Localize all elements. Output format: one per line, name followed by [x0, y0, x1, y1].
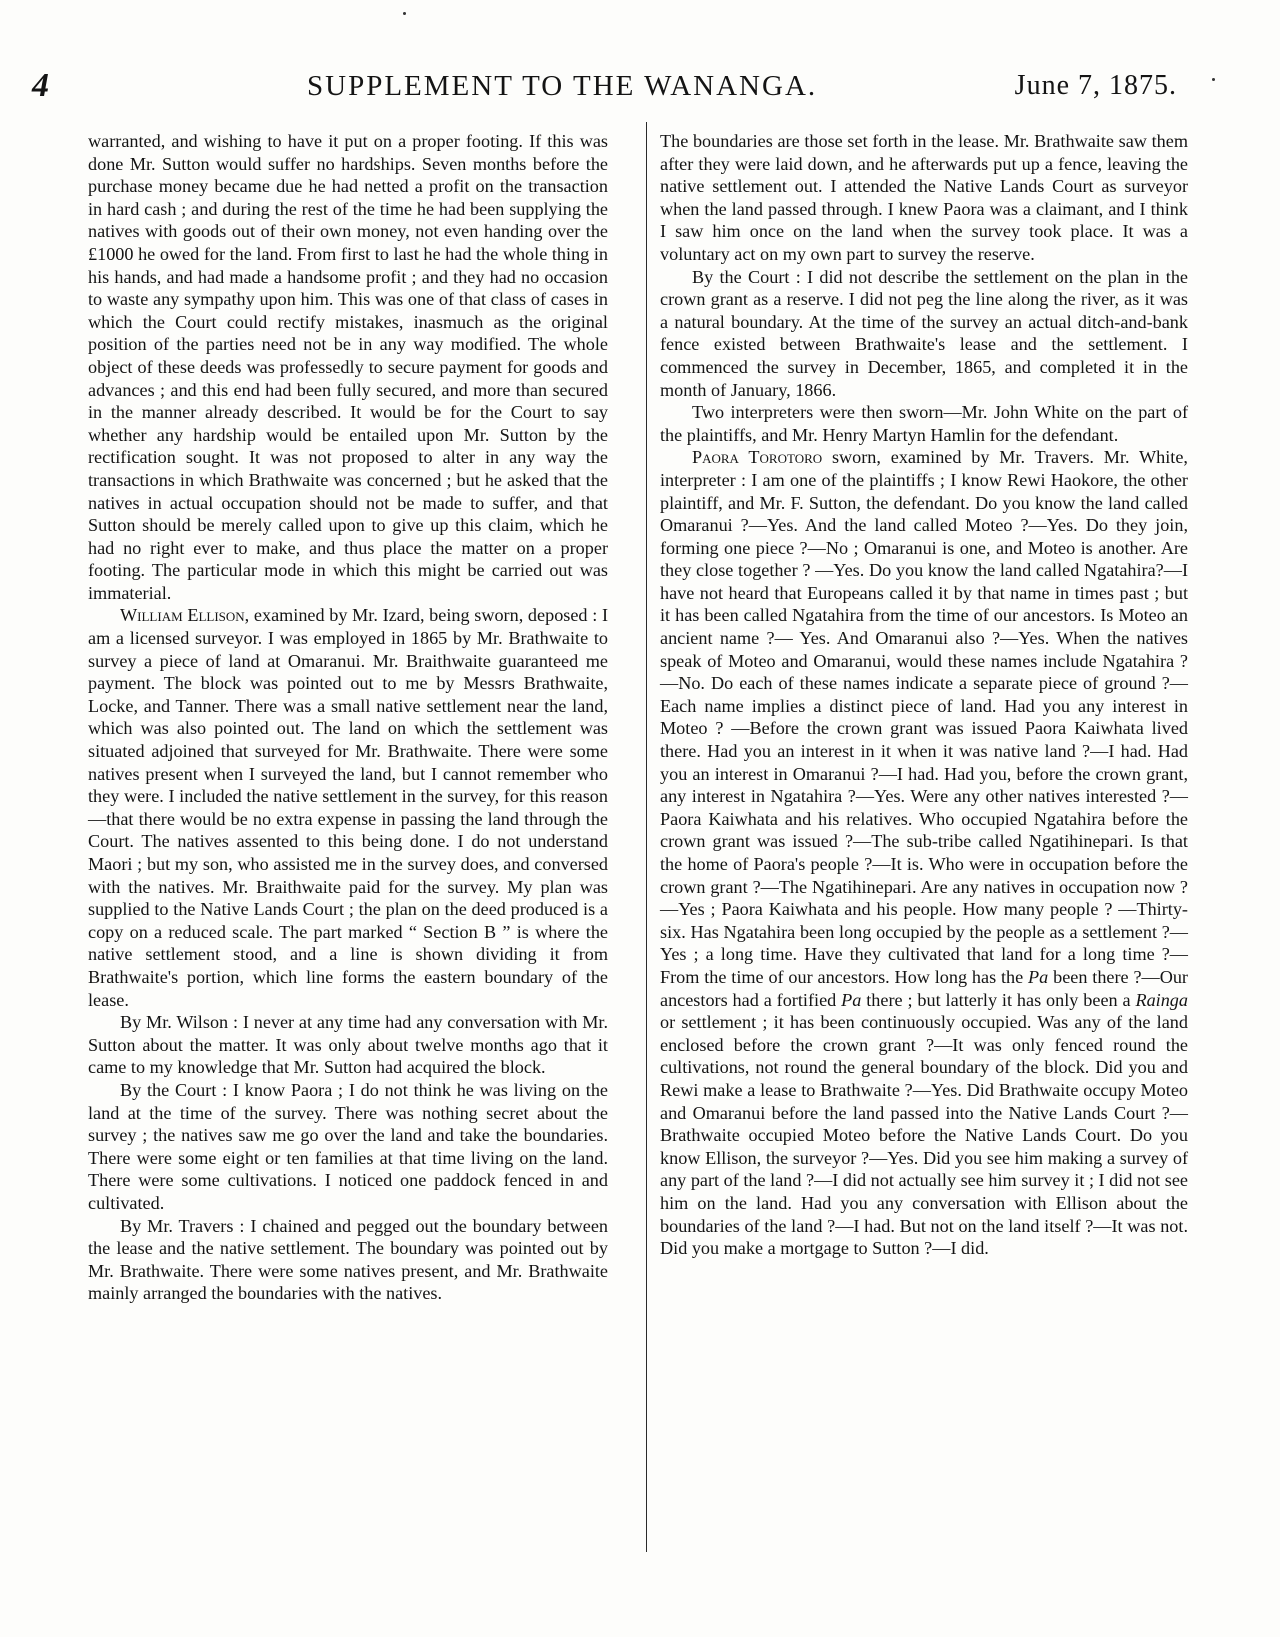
issue-date: June 7, 1875. — [1014, 70, 1177, 101]
maori-term: Pa — [841, 989, 862, 1010]
paragraph-text: , examined by Mr. Izard, being sworn, deposed : I am a licensed surveyor. I was employed in 1865 by Mr. Brathwaite to survey a piece of land at Omaranui. Mr. Braithwaite guaranteed me payment. The block was pointed out to me by Messrs Brathwaite, Locke, and Tanner. There was a small native settlement near the land, which was also pointed out. The land on which the settlement was situated adjoined that surveyed for Mr. Brathwaite. There were some natives present when I surveyed the land, but I cannot remember who they were. I included the native settlement in the survey, for this reason—that there would be no extra expense in passing the land through the Court. The natives assented to this being done. I do not understand Maori ; but my son, who assisted me in the survey does, and conversed with the natives. Mr. Braithwaite paid for the survey. My plan was supplied to the Native Lands Court ; the plan on the deed produced is a copy on a reduced scale. The part marked “ Section B ” is where the native settlement stood, and a line is shown dividing it from Brathwaite's portion, which line forms the eastern boundary of the lease. — [88, 605, 608, 1010]
column-divider — [646, 122, 647, 1552]
paragraph-text: been there ?—Our ancestors had a fortified — [660, 966, 1188, 1010]
paragraph-text: sworn, examined by Mr. Travers. Mr. White, interpreter : I am one of the plaintiffs ; I know Rewi Haokore, the other plaintiff, and Mr. F. Sutton, the defendant. Do you know the land called Omaranui ?—Yes. And the land called Moteo ?—Yes. Do they join, forming one piece ?—No ; Omaranui is one, and Moteo is another. Are they close together ? —Yes. Do you know the land called Ngatahira?—I have not heard that Europeans called it by that name in times past ; but it has been called Ngatahira from the time of our ancestors. Is Moteo an ancient name ?— Yes. And Omaranui also ?—Yes. When the natives speak of Moteo and Omaranui, would these names include Ngatahira ?—No. Do each of these names indicate a separate piece of ground ?—Each name implies a distinct piece of land. Had you any interest in Moteo ? —Before the crown grant was issued Paora Kaiwhata lived there. Had you an interest in it when it was native land ?—I had. Had you an interest in Omaranui ?—I had. Had you, before the crown grant, any interest in Ngatahira ?—Yes. Were any other natives interested ?—Paora Kaiwhata and his relatives. Who occupied Ngatahira before the crown grant was issued ?—The sub-tribe called Ngatihinepari. Is that the home of Paora's people ?—It is. Who were in occupation before the crown grant ?—The Ngatihinepari. Are any natives in occupation now ?—Yes ; Paora Kaiwhata and his people. How many people ? —Thirty-six. Has Ngatahira been long occupied by the people as a settlement ?—Yes ; a long time. Have they cultivated that land for a long time ?—From the time of our ancestors. How long has the — [660, 447, 1188, 987]
paragraph-torotoro-testimony — [660, 446, 1188, 1259]
paragraph: By Mr. Wilson : I never at any time had any conversation with Mr. Sutton about the matter. It was only about twelve months ago that it came to my knowledge that Mr. Sutton had acquired the block. — [88, 1012, 608, 1078]
paragraph-text: or settlement ; it has been continuously occupied. Was any of the land enclosed before the crown grant ?—It was only fenced round the cultivations, not round the general boundary of the block. Did you and Rewi make a lease to Brathwaite ?—Yes. Did Brathwaite occupy Moteo and Omaranui before the land passed into the Native Lands Court ?—Brathwaite occupied Moteo before the Native Lands Court. Do you know Ellison, the surveyor ?—Yes. Did you see him making a survey of any part of the land ?—I did not actually see him survey it ; I did not see him on the land. Had you any conversation with Ellison about the boundaries of the land ?—I had. But not on the land itself ?—It was not. Did you make a mortgage to Sutton ?—I did. — [660, 1012, 1188, 1259]
scan-speck — [403, 12, 406, 15]
witness-name: Paora Torotoro — [692, 447, 823, 468]
maori-term: Rainga — [1135, 989, 1188, 1010]
right-column — [660, 130, 1188, 1260]
paragraph: By Mr. Travers : I chained and pegged out the boundary between the lease and the native settlement. The boundary was pointed out by Mr. Brathwaite. There were some natives present, and Mr. Brathwaite mainly arranged the boundaries with the natives. — [88, 1215, 608, 1304]
paragraph: By the Court : I know Paora ; I do not think he was living on the land at the time of the survey. There was nothing secret about the survey ; the natives saw me go over the land and take the boundaries. There were some eight or ten families at that time living on the land. There were some cultivations. I noticed one paddock fenced in and cultivated. — [88, 1079, 608, 1213]
masthead-title: SUPPLEMENT TO THE WANANGA. — [307, 70, 818, 102]
witness-name: William Ellison — [120, 605, 245, 626]
paragraph: Two interpreters were then sworn—Mr. John White on the part of the plaintiffs, and Mr. Henry Martyn Hamlin for the defendant. — [660, 402, 1188, 445]
scan-speck — [1212, 78, 1215, 81]
paragraph: The boundaries are those set forth in the lease. Mr. Brathwaite saw them after they were laid down, and he afterwards put up a fence, leaving the native settlement out. I attended the Native Lands Court as surveyor when the land passed through. I knew Paora was a claimant, and I think I saw him once on the land when the survey took place. It was a voluntary act on my own part to survey the reserve. — [660, 131, 1188, 264]
paragraph: warranted, and wishing to have it put on a proper footing. If this was done Mr. Sutton would suffer no hardships. Seven months before the purchase money became due he had netted a profit on the transaction in hard cash ; and during the rest of the time he had been supplying the natives with goods out of their own money, not even handing over the £1000 he owed for the land. From first to last he had the whole thing in his hands, and had made a handsome profit ; and they had no occasion to waste any sympathy upon him. This was one of that class of cases in which the Court could rectify mistakes, inasmuch as the original position of the parties need not be in any way modified. The whole object of these deeds was professedly to secure payment for goods and advances ; and this end had been fully secured, and more than secured in the manner already described. It would be for the Court to say whether any hardship would be entailed upon Mr. Sutton by the rectification sought. It was not proposed to alter in any way the transactions in which Brathwaite was concerned ; but he asked that the natives in actual occupation should not be made to suffer, and that Sutton should be merely called upon to give up this claim, which he had no right ever to make, and thus place the matter on a proper footing. The particular mode in which this might be carried out was immaterial. — [88, 131, 608, 603]
paragraph: By the Court : I did not describe the settlement on the plan in the crown grant as a reserve. I did not peg the line along the river, as it was a natural boundary. At the time of the survey an actual ditch-and-bank fence existed between Brathwaite's lease and the settlement. I commenced the survey in December, 1865, and completed it in the month of January, 1866. — [660, 266, 1188, 400]
left-column — [88, 130, 608, 1305]
page-number: 4 — [32, 67, 49, 104]
paragraph-ellison-testimony — [88, 604, 608, 1011]
page-header — [32, 64, 1207, 114]
maori-term: Pa — [1028, 966, 1049, 987]
paragraph-text: there ; but latterly it has only been a — [861, 989, 1136, 1010]
